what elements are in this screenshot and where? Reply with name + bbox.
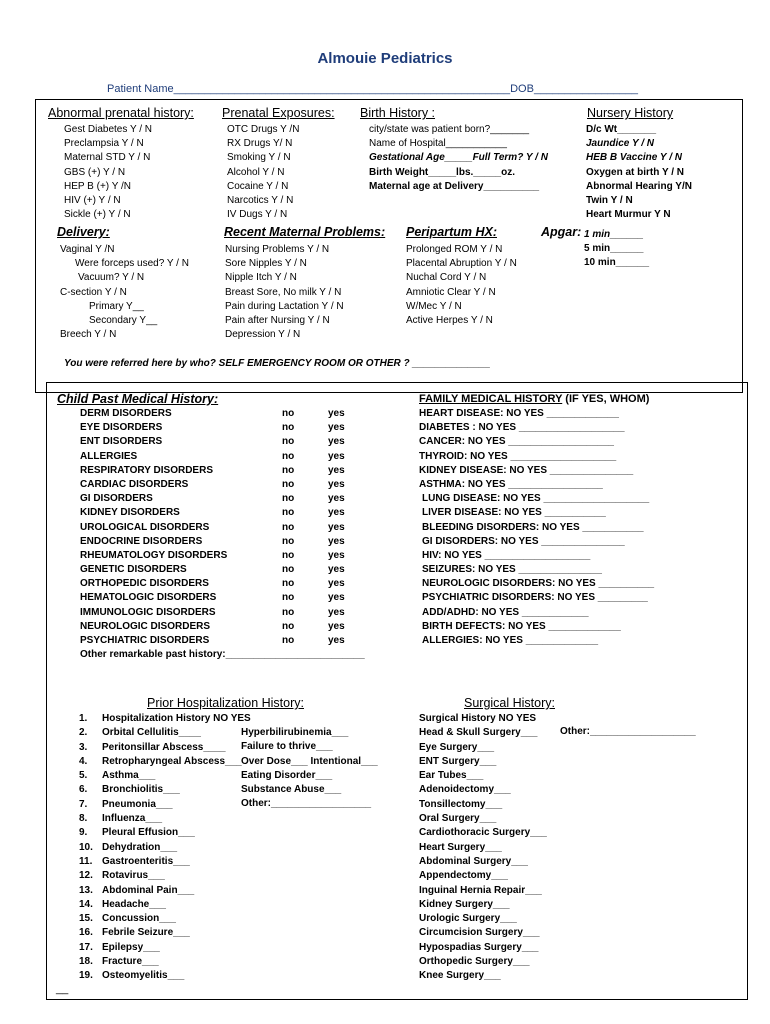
list-item[interactable]: Febrile Seizure___ [102,927,190,939]
hospitalization-numbers [79,712,93,984]
item-number: 11. [79,855,93,867]
list-item: NEUROLOGIC DISORDERS [80,620,211,632]
list-item: IMMUNOLOGIC DISORDERS [80,606,216,618]
item-number: 6. [79,784,88,796]
peripartum-list [406,243,517,328]
list-item[interactable]: Maternal age at Delivery__________ [369,180,540,192]
list-item[interactable]: CANCER: NO YES ___________________ [419,436,614,448]
list-item[interactable]: SEIZURES: NO YES _______________ [422,564,602,576]
list-item[interactable]: LUNG DISEASE: NO YES ___________________ [422,493,650,505]
no-option[interactable]: no [282,620,295,632]
list-item[interactable]: Adenoidectomy___ [419,784,511,796]
recent-maternal-list [225,243,344,342]
abnormal-prenatal-list [64,123,152,222]
list-item[interactable]: Epilepsy___ [102,941,160,953]
list-item[interactable]: Failure to thrive___ [241,741,333,753]
item-number: 12. [79,870,93,882]
yes-option[interactable]: yes [328,549,345,561]
surgical-heading: Surgical History: [464,696,555,710]
item-number: 16. [79,927,93,939]
list-item[interactable]: PSYCHIATRIC DISORDERS: NO YES _________ [422,592,648,604]
list-item[interactable]: GBS (+) Y / N [64,166,126,178]
list-item: RESPIRATORY DISORDERS [80,464,213,476]
list-item[interactable]: Asthma___ [102,770,156,782]
no-option[interactable]: no [282,507,295,519]
list-item[interactable]: Bronchiolitis___ [102,784,180,796]
list-item[interactable]: IV Dugs Y / N [227,209,288,221]
list-item[interactable]: Vacuum? Y / N [78,272,145,284]
list-item[interactable]: Fracture___ [102,956,159,968]
list-item[interactable]: Dehydration___ [102,841,178,853]
list-item[interactable]: C-section Y / N [60,286,127,298]
yes-option[interactable]: yes [328,564,345,576]
list-item[interactable]: 1 min______ [584,229,644,240]
list-item[interactable]: ENT Surgery___ [419,755,497,767]
family-history-suffix: (IF YES, WHOM) [562,393,650,405]
list-item: ENT DISORDERS [80,436,163,448]
list-item[interactable]: HEB B Vaccine Y / N [586,152,682,164]
apgar-label: Apgar: [541,225,582,239]
birth-history-list [369,123,548,194]
no-option[interactable]: no [282,450,295,462]
list-item[interactable]: Maternal STD Y / N [64,152,151,164]
yes-option[interactable]: yes [328,606,345,618]
item-number: 19. [79,970,93,982]
no-option[interactable]: no [282,464,295,476]
list-item[interactable]: Amniotic Clear Y / N [406,286,496,298]
list-item[interactable]: Vaginal Y /N [60,244,115,255]
yes-option[interactable]: yes [328,592,345,604]
list-item: UROLOGICAL DISORDERS [80,521,210,533]
list-item[interactable]: Sore Nipples Y / N [225,258,307,270]
no-option[interactable]: no [282,635,295,646]
list-item[interactable]: Heart Surgery___ [419,841,502,853]
list-item[interactable]: Hypospadias Surgery___ [419,941,539,953]
hospitalization-heading: Prior Hospitalization History: [147,696,304,710]
item-number: 7. [79,798,88,810]
nursery-history-list [586,123,692,222]
list-item: CARDIAC DISORDERS [80,478,189,490]
yes-option[interactable]: yes [328,436,345,448]
list-item[interactable]: NEUROLOGIC DISORDERS: NO YES __________ [422,578,655,590]
list-item[interactable]: DIABETES : NO YES ___________________ [419,422,625,434]
no-option[interactable]: no [282,549,295,561]
list-item[interactable]: Nuchal Cord Y / N [406,272,487,284]
list-item[interactable]: KIDNEY DISEASE: NO YES _______________ [419,464,634,476]
list-item[interactable]: Nursing Problems Y / N [225,244,330,255]
surgical-list [419,712,547,984]
list-item[interactable]: Oxygen at birth Y / N [586,166,684,178]
list-item[interactable]: HIV (+) Y / N [64,194,121,206]
list-item[interactable]: GI DISORDERS: NO YES _______________ [422,535,625,547]
list-item[interactable]: Headache___ [102,898,166,910]
item-number: 2. [79,727,88,739]
list-item[interactable]: Depression Y / N [225,329,301,341]
list-item[interactable]: Alcohol Y / N [227,166,285,178]
list-item[interactable]: Placental Abruption Y / N [406,258,517,270]
list-item[interactable]: Abdominal Surgery___ [419,855,528,867]
list-item[interactable]: Hyperbilirubinemia___ [241,727,349,738]
item-number: 17. [79,941,93,953]
list-item[interactable]: Retropharyngeal Abscess___ [102,755,242,767]
no-option[interactable]: no [282,578,295,590]
list-item[interactable]: Hospitalization History NO YES [102,713,251,724]
list-item[interactable]: Primary Y__ [89,300,144,312]
list-item[interactable]: LIVER DISEASE: NO YES ___________ [422,507,606,519]
list-item[interactable]: Breech Y / N [60,329,117,341]
item-number: 18. [79,956,93,968]
referral-question[interactable]: You were referred here by who? SELF EMERGENCY ROOM OR OTHER ? ______________ [64,358,491,369]
list-item: ENDOCRINE DISORDERS [80,535,203,547]
list-item[interactable]: OTC Drugs Y /N [227,124,300,135]
list-item[interactable]: ALLERGIES: NO YES _____________ [422,635,599,646]
no-option[interactable]: no [282,535,295,547]
item-number: 13. [79,884,93,896]
list-item[interactable]: Knee Surgery___ [419,970,501,982]
list-item[interactable]: Oral Surgery___ [419,813,497,825]
list-item[interactable]: Gest Diabetes Y / N [64,124,153,135]
list-item[interactable]: Cardiothoracic Surgery___ [419,827,547,839]
apgar-list [584,228,649,271]
list-item[interactable]: Breast Sore, No milk Y / N [225,286,342,298]
list-item: EYE DISORDERS [80,422,163,434]
list-item[interactable]: Influenza___ [102,813,163,825]
nursery-history-heading: Nursery History [587,106,674,120]
list-item[interactable]: Smoking Y / N [227,152,291,164]
list-item: ALLERGIES [80,450,138,462]
list-item[interactable]: THYROID: NO YES ___________________ [419,450,617,462]
list-item[interactable]: Urologic Surgery___ [419,913,517,925]
list-item[interactable]: city/state was patient born?_______ [369,124,530,135]
list-item[interactable]: HEART DISEASE: NO YES _____________ [419,408,619,419]
delivery-list [60,243,189,342]
child-history-heading: Child Past Medical History: [57,392,219,406]
list-item: PSYCHIATRIC DISORDERS [80,635,210,646]
list-item: RHEUMATOLOGY DISORDERS [80,549,228,561]
list-item[interactable]: Other:__________________ [241,798,372,810]
yes-option[interactable]: yes [328,635,345,646]
list-item[interactable]: BLEEDING DISORDERS: NO YES ___________ [422,521,644,533]
list-item[interactable]: Rotavirus___ [102,870,165,882]
list-item[interactable]: Eating Disorder___ [241,769,333,781]
list-item[interactable]: Narcotics Y / N [227,194,294,206]
no-option[interactable]: no [282,493,295,505]
child-history-no-column [282,407,294,648]
hospitalization-list [102,712,251,984]
list-item[interactable]: Active Herpes Y / N [406,314,493,326]
list-item[interactable]: Gastroenteritis___ [102,855,190,867]
child-history-list [80,407,365,662]
birth-history-heading: Birth History : [360,106,436,120]
abnormal-prenatal-heading: Abnormal prenatal history: [48,106,194,120]
yes-option[interactable]: yes [328,578,345,590]
list-item[interactable]: Twin Y / N [586,194,633,206]
list-item[interactable]: Circumcision Surgery___ [419,927,540,939]
peripartum-heading: Peripartum HX: [406,225,497,239]
list-item[interactable]: Were forceps used? Y / N [75,258,189,270]
item-number: 4. [79,755,88,767]
list-item[interactable]: Preclampsia Y / N [64,138,144,150]
yes-option[interactable]: yes [328,507,345,519]
no-option[interactable]: no [282,478,295,490]
list-item[interactable]: Prolonged ROM Y / N [406,244,503,255]
item-number: 10. [79,841,93,853]
patient-name-dob-line[interactable]: Patient Name_______________________________________________________DOB_________________ [107,83,638,95]
list-item[interactable]: HEP B (+) Y /N [64,180,131,192]
no-option[interactable]: no [282,436,295,448]
list-item: GI DISORDERS [80,493,153,505]
list-item: ORTHOPEDIC DISORDERS [80,578,209,590]
list-item[interactable]: ADD/ADHD: NO YES ____________ [422,606,589,618]
list-item[interactable]: Jaundice Y / N [586,138,654,150]
hospitalization-list-b [241,726,378,812]
list-item[interactable]: W/Mec Y / N [406,300,462,312]
list-item[interactable]: Orbital Cellulitis____ [102,727,201,739]
list-item[interactable]: ASTHMA: NO YES _________________ [419,478,603,490]
no-option[interactable]: no [282,521,295,533]
list-item[interactable]: Heart Murmur Y N [586,209,671,221]
prenatal-exposures-list [227,123,299,222]
item-number: 1. [79,713,88,724]
no-option[interactable]: no [282,592,295,604]
list-item[interactable]: Pneumonia___ [102,798,173,810]
list-item[interactable]: BIRTH DEFECTS: NO YES _____________ [422,620,621,632]
yes-option[interactable]: yes [328,620,345,632]
list-item[interactable]: Pain during Lactation Y / N [225,300,344,312]
list-item: KIDNEY DISORDERS [80,507,180,519]
yes-option[interactable]: yes [328,521,345,533]
prenatal-exposures-heading: Prenatal Exposures: [222,106,335,120]
list-item[interactable]: Eye Surgery___ [419,741,495,753]
family-history-title: FAMILY MEDICAL HISTORY [419,393,563,405]
list-item: HEMATOLOGIC DISORDERS [80,592,217,604]
child-history-yes-column [328,407,345,648]
list-item: GENETIC DISORDERS [80,564,187,576]
list-item[interactable]: Pleural Effusion___ [102,827,195,839]
list-item[interactable]: Appendectomy___ [419,870,508,882]
list-item: DERM DISORDERS [80,408,172,419]
delivery-heading: Delivery: [57,225,110,239]
list-item[interactable]: Cocaine Y / N [227,180,289,192]
list-item[interactable]: 5 min______ [584,243,644,255]
list-item[interactable]: Inguinal Hernia Repair___ [419,884,542,896]
family-history-heading [419,393,649,405]
yes-option[interactable]: yes [328,450,345,462]
list-item[interactable]: 10 min______ [584,257,650,269]
list-item[interactable]: Tonsillectomy___ [419,798,503,810]
list-item[interactable]: Concussion___ [102,913,176,925]
page-title: Almouie Pediatrics [317,50,453,67]
item-number: 8. [79,813,88,825]
other-history-line[interactable]: Other remarkable past history:_________________________ [80,649,365,661]
no-option[interactable]: no [282,606,295,618]
no-option[interactable]: no [282,408,295,419]
list-item[interactable]: Secondary Y__ [89,314,158,326]
surgical-other[interactable]: Other:___________________ [560,726,696,737]
list-item[interactable]: Substance Abuse___ [241,784,342,796]
list-item[interactable]: D/c Wt_______ [586,124,657,135]
no-option[interactable]: no [282,422,295,434]
list-item[interactable]: Birth Weight_____lbs._____oz. [369,166,515,178]
list-item[interactable]: Peritonsillar Abscess____ [102,741,226,753]
list-item[interactable]: RX Drugs Y/ N [227,138,293,150]
list-item[interactable]: Abdominal Pain___ [102,884,195,896]
list-item[interactable]: Name of Hospital___________ [369,138,507,150]
list-item[interactable]: Ear Tubes___ [419,770,484,782]
yes-option[interactable]: yes [328,464,345,476]
yes-option[interactable]: yes [328,478,345,490]
list-item[interactable]: Orthopedic Surgery___ [419,956,530,968]
list-item[interactable]: HIV: NO YES ___________________ [422,549,591,561]
yes-option[interactable]: yes [328,535,345,547]
footer-mark: __ [56,983,69,995]
list-item[interactable]: Surgical History NO YES [419,713,537,724]
list-item[interactable]: Over Dose___ Intentional___ [241,755,378,767]
yes-option[interactable]: yes [328,408,345,419]
item-number: 3. [79,741,88,753]
list-item[interactable]: Gestational Age_____Full Term? Y / N [369,152,548,164]
item-number: 15. [79,913,93,925]
recent-maternal-heading: Recent Maternal Problems: [224,225,386,239]
list-item[interactable]: Sickle (+) Y / N [64,209,131,221]
yes-option[interactable]: yes [328,422,345,434]
no-option[interactable]: no [282,564,295,576]
list-item[interactable]: Abnormal Hearing Y/N [586,180,692,192]
list-item[interactable]: Head & Skull Surgery___ [419,727,538,739]
list-item[interactable]: Kidney Surgery___ [419,898,510,910]
item-number: 9. [79,827,88,839]
list-item[interactable]: Osteomyelitis___ [102,970,185,982]
item-number: 14. [79,898,93,910]
yes-option[interactable]: yes [328,493,345,505]
list-item[interactable]: Nipple Itch Y / N [225,272,297,284]
family-history-list [419,407,654,648]
item-number: 5. [79,770,88,782]
list-item[interactable]: Pain after Nursing Y / N [225,314,330,326]
